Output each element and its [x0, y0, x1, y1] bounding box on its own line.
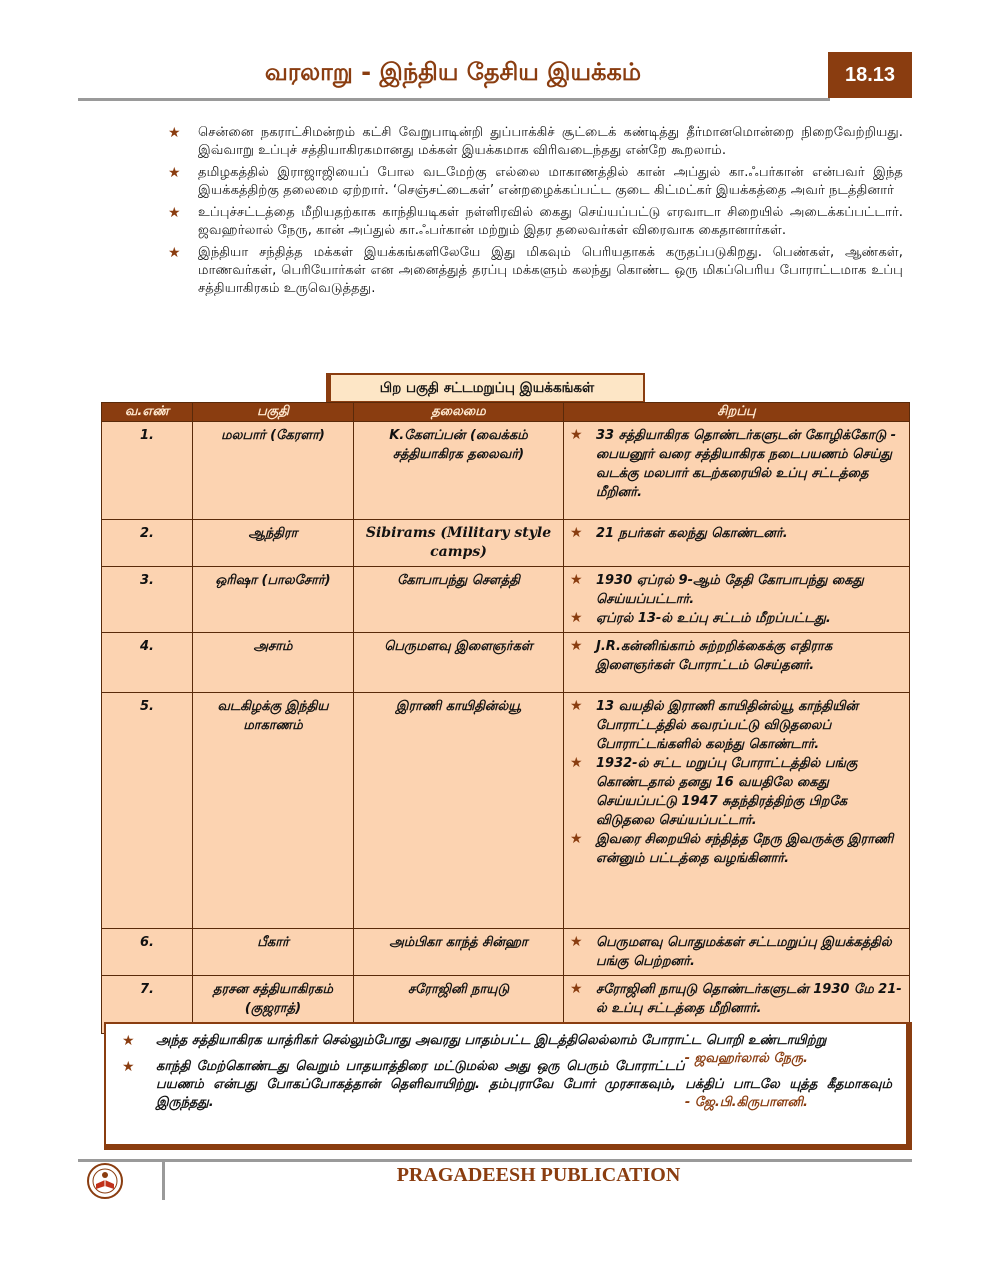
star-icon: ★ [168, 125, 181, 141]
cell-region: அசாம் [193, 633, 354, 693]
cell-sn: 7. [102, 976, 193, 1034]
bullet-list [168, 124, 903, 302]
table-row [102, 633, 910, 693]
page-number: 18.13 [828, 52, 912, 98]
cell-notes [564, 567, 910, 633]
column-header-notes: சிறப்பு [564, 403, 910, 422]
quote-box [104, 1022, 912, 1150]
star-icon: ★ [570, 525, 583, 541]
column-header-sn: வ.எண் [102, 403, 193, 422]
bullet-item: ★ உப்புச்சட்டத்தை மீறியதற்காக காந்தியடிகள் நள்ளிரவில் கைது செய்யப்பட்டு எரவாடா சிறையில் அடைக்கப்பட்டார். ஜவஹர்லால் நேரு, கான் அப்துல் கா.ஃபர்கான் மற்றும் இதர தலைவர்கள் விரைவாக கைதானார்கள். [168, 205, 903, 238]
star-icon: ★ [122, 1033, 135, 1049]
star-icon: ★ [168, 205, 181, 221]
table-caption: பிற பகுதி சட்டமறுப்பு இயக்கங்கள் [326, 373, 645, 403]
cell-region: மலபார் (கேரளா) [193, 422, 354, 520]
cell-region: வடகிழக்கு இந்திய மாகாணம் [193, 693, 354, 929]
movements-table [101, 402, 910, 1034]
star-icon: ★ [570, 610, 583, 626]
cell-region: பீகார் [193, 929, 354, 976]
quote-text: காந்தி மேற்கொண்டது வெறும் பாதயாத்திரை மட்டுமல்ல அது ஒரு பெரும் போராட்டப் பயணம் என்பது போகப்போகத்தான் தெளிவாயிற்று. தம்புராவே போர் முரசாகவும், பக்திப் பாடலே யுத்த கீதமாகவும் இருந்தது. [156, 1059, 892, 1110]
cell-sn: 2. [102, 520, 193, 567]
quote-item [118, 1032, 892, 1066]
cell-leader: Sibirams (Military style camps) [354, 520, 564, 567]
star-icon: ★ [168, 165, 181, 181]
column-header-leader: தலைமை [354, 403, 564, 422]
cell-sn: 1. [102, 422, 193, 520]
cell-notes [564, 693, 910, 929]
note-item: ★ 21 நபர்கள் கலந்து கொண்டனர். [570, 525, 788, 541]
note-item: ★ ஏப்ரல் 13-ல் உப்பு சட்டம் மீறப்பட்டது. [570, 610, 831, 626]
bullet-item: ★ இந்தியா சந்தித்த மக்கள் இயக்கங்களிலேயே இது மிகவும் பெரியதாகக் கருதப்படுகிறது. பெண்கள், ஆண்கள், மாணவர்கள், பெரியோர்கள் என அனைத்துத் தரப்பு மக்களும் கலந்து கொண்ட ஒரு மிகப்பெரிய போராட்டமாக உப்பு சத்தியாகிரகம் உருவெடுத்தது. [168, 245, 903, 296]
header-divider [78, 98, 830, 101]
note-item: ★ இவரை சிறையில் சந்தித்த நேரு இவருக்கு இராணி என்னும் பட்டத்தை வழங்கினார். [570, 831, 894, 866]
cell-region: ஒரிஷா (பாலசோர்) [193, 567, 354, 633]
bullet-item: ★ தமிழகத்தில் இராஜாஜியைப் போல வடமேற்கு எல்லை மாகாணத்தில் கான் அப்துல் கா.ஃபர்கான் என்பவர் இந்த இயக்கத்திற்கு தலைமை ஏற்றார். ‘செஞ்சட்டைகள்’ என்றழைக்கப்பட்ட குடை கிட்மட்கர் இயக்கத்தை அவர் நடத்தினார் [168, 165, 903, 198]
cell-sn: 4. [102, 633, 193, 693]
cell-region: தரசன சத்தியாகிரகம் (குஜராத்) [193, 976, 354, 1034]
publisher-name: PRAGADEESH PUBLICATION [396, 1164, 681, 1186]
star-icon: ★ [168, 245, 181, 261]
cell-sn: 3. [102, 567, 193, 633]
quote-item [118, 1058, 892, 1112]
quote-text: அந்த சத்தியாகிரக யாத்ரிகர் செல்லும்போது அவரது பாதம்பட்ட இடத்திலெல்லாம் போராட்ட பொறி உண்டாயிற்று [156, 1033, 827, 1048]
quote-attribution: - ஜவஹர்லால் நேரு. [684, 1051, 808, 1066]
note-item: ★ சரோஜினி நாயுடு தொண்டர்களுடன் 1930 மே 21-ல் உப்பு சட்டத்தை மீறினார். [570, 981, 902, 1016]
star-icon: ★ [570, 427, 583, 443]
cell-leader: சரோஜினி நாயுடு [354, 976, 564, 1034]
star-icon: ★ [570, 638, 583, 654]
star-icon: ★ [122, 1059, 135, 1075]
note-item: ★ பெருமளவு பொதுமக்கள் சட்டமறுப்பு இயக்கத்தில் பங்கு பெற்றனர். [570, 934, 892, 969]
star-icon: ★ [570, 572, 583, 588]
cell-sn: 5. [102, 693, 193, 929]
note-item: ★ 13 வயதில் இராணி காயிதின்ல்யூ காந்தியின் போராட்டத்தில் கவரப்பட்டு விடுதலைப் போராட்டங்களில் கலந்து கொண்டார். [570, 698, 859, 752]
star-icon: ★ [570, 934, 583, 950]
note-item: ★ 33 சத்தியாகிரக தொண்டர்களுடன் கோழிக்கோடு - பையனூர் வரை சத்தியாகிரக நடைபயணம் செய்து வடக்கு மலபார் கடற்கரையில் உப்பு சட்டத்தை மீறினர். [570, 427, 897, 500]
cell-leader: இராணி காயிதின்ல்யூ [354, 693, 564, 929]
quote-attribution: - ஜே.பி.கிருபாளனி. [684, 1095, 808, 1110]
cell-sn: 6. [102, 929, 193, 976]
note-item: ★ 1930 ஏப்ரல் 9-ஆம் தேதி கோபாபந்து கைது செய்யப்பட்டார். [570, 572, 864, 607]
table-row [102, 929, 910, 976]
star-icon: ★ [570, 698, 583, 714]
cell-leader: கோபாபந்து சௌத்தி [354, 567, 564, 633]
publisher-logo [86, 1162, 124, 1200]
bullet-item: ★ சென்னை நகராட்சிமன்றம் கட்சி வேறுபாடின்றி துப்பாக்கிச் சூட்டைக் கண்டித்து தீர்மானமொன்றை நிறைவேற்றியது. இவ்வாறு உப்புச் சத்தியாகிரகமானது மக்கள் இயக்கமாக விரிவடைந்தது என்றே கூறலாம். [168, 125, 903, 158]
page-title: வரலாறு - இந்திய தேசிய இயக்கம் [264, 58, 642, 86]
cell-notes [564, 520, 910, 567]
star-icon: ★ [570, 831, 583, 847]
column-header-region: பகுதி [193, 403, 354, 422]
cell-leader: அம்பிகா காந்த் சின்ஹா [354, 929, 564, 976]
note-item: ★ 1932-ல் சட்ட மறுப்பு போராட்டத்தில் பங்கு கொண்டதால் தனது 16 வயதிலே கைது செய்யப்பட்டு 1947 சுதந்திரத்திற்கு பிறகே விடுதலை செய்யப்பட்டார். [570, 755, 858, 828]
cell-leader: பெருமளவு இளைஞர்கள் [354, 633, 564, 693]
cell-notes [564, 422, 910, 520]
star-icon: ★ [570, 981, 583, 997]
note-item: ★ J.R.கன்னிங்காம் சுற்றறிக்கைக்கு எதிராக இளைஞர்கள் போராட்டம் செய்தனர். [570, 638, 833, 673]
table-row [102, 693, 910, 929]
cell-region: ஆந்திரா [193, 520, 354, 567]
cell-leader: K.கேளப்பன் (வைக்கம் சத்தியாகிரக தலைவர்) [354, 422, 564, 520]
table-header-row [102, 403, 910, 422]
table-row [102, 520, 910, 567]
page-header [78, 52, 912, 100]
footer-divider [78, 1159, 912, 1162]
cell-notes [564, 929, 910, 976]
table-row [102, 422, 910, 520]
star-icon: ★ [570, 755, 583, 771]
cell-notes [564, 633, 910, 693]
table-row [102, 567, 910, 633]
